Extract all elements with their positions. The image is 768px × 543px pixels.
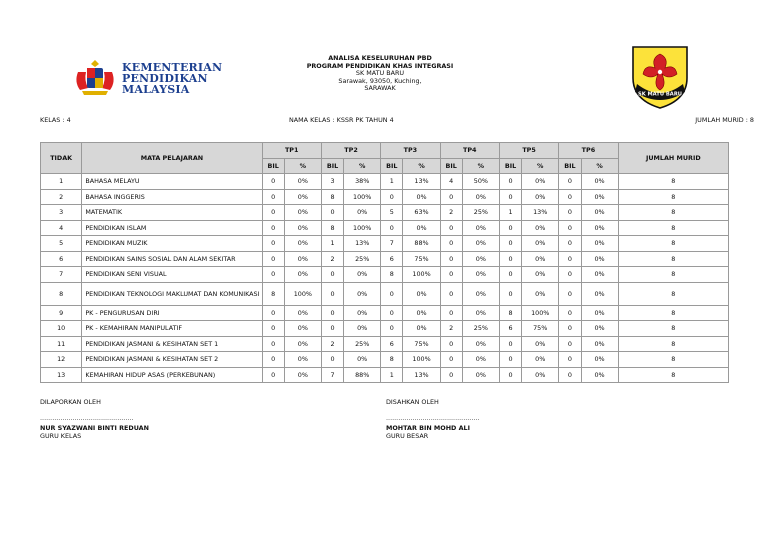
tp2-bil-cell: 0 (321, 321, 343, 337)
table-row (41, 367, 729, 383)
tp5-pct-cell: 0% (522, 189, 559, 205)
tp5-bil-cell: 0 (499, 220, 521, 236)
tp4-pct-cell: 0% (462, 189, 499, 205)
tp2-bil-cell: 2 (321, 251, 343, 267)
subject-name: PENDIDIKAN ISLAM (82, 220, 262, 236)
table-row (41, 220, 729, 236)
table-row (41, 251, 729, 267)
report-header (300, 55, 460, 93)
table-row (41, 174, 729, 190)
subject-name: BAHASA INGGERIS (82, 189, 262, 205)
tp6-pct-cell: 0% (581, 236, 618, 252)
tp4-bil-cell: 0 (440, 251, 462, 267)
school-address: Sarawak, 93050, Kuching, (338, 76, 422, 85)
tp6-bil-cell: 0 (559, 174, 581, 190)
tp6-bil-cell: 0 (559, 189, 581, 205)
tp3-bil-cell: 1 (381, 367, 403, 383)
subject-name: KEMAHIRAN HIDUP ASAS (PERKEBUNAN) (82, 367, 262, 383)
total-students-cell: 8 (618, 189, 728, 205)
tp3-pct-cell: 0% (403, 220, 440, 236)
tp3-pct-cell: 100% (403, 352, 440, 368)
tp2-bil-cell: 0 (321, 205, 343, 221)
reporter-name: NUR SYAZWANI BINTI REDUAN (40, 424, 149, 432)
tp2-bil-cell: 7 (321, 367, 343, 383)
tp6-pct-cell: 0% (581, 189, 618, 205)
sub-pct: % (403, 158, 440, 174)
tp4-pct-cell: 0% (462, 267, 499, 283)
tp5-pct-cell: 0% (522, 367, 559, 383)
tp5-pct-cell: 0% (522, 174, 559, 190)
tp5-pct-cell: 0% (522, 352, 559, 368)
tp5-bil-cell: 0 (499, 282, 521, 305)
tp6-pct-cell: 0% (581, 220, 618, 236)
school-state: SARAWAK (364, 84, 396, 93)
tp2-bil-cell: 3 (321, 174, 343, 190)
ministry-name (122, 62, 222, 95)
tp4-bil-cell: 0 (440, 236, 462, 252)
tp3-bil-cell: 0 (381, 305, 403, 321)
subject-name: PENDIDIKAN JASMANI & KESIHATAN SET 2 (82, 352, 262, 368)
subject-name: MATEMATIK (82, 205, 262, 221)
row-number: 12 (41, 352, 82, 368)
tp1-pct-cell: 0% (284, 220, 321, 236)
ministry-name-line1: KEMENTERIAN (122, 61, 223, 74)
tp3-bil-cell: 8 (381, 267, 403, 283)
tp1-bil-cell: 0 (262, 367, 284, 383)
school-crest-icon (629, 44, 691, 110)
sub-pct: % (581, 158, 618, 174)
row-number: 6 (41, 251, 82, 267)
tp5-bil-cell: 6 (499, 321, 521, 337)
tp3-bil-cell: 7 (381, 236, 403, 252)
tp5-bil-cell: 0 (499, 367, 521, 383)
sub-pct: % (344, 158, 381, 174)
tp6-pct-cell: 0% (581, 367, 618, 383)
crest-ribbon-text: SK MATU BARU (637, 91, 683, 98)
tp1-pct-cell: 0% (284, 236, 321, 252)
subject-name: PENDIDIKAN TEKNOLOGI MAKLUMAT DAN KOMUNIKASI (82, 282, 262, 305)
row-number: 11 (41, 336, 82, 352)
tp5-pct-cell: 100% (522, 305, 559, 321)
tp1-bil-cell: 0 (262, 305, 284, 321)
tp2-bil-cell: 2 (321, 336, 343, 352)
tp3-bil-cell: 0 (381, 282, 403, 305)
reporter-label: DILAPORKAN OLEH (40, 398, 101, 406)
tp6-bil-cell: 0 (559, 220, 581, 236)
table-row (41, 352, 729, 368)
tp6-bil-cell: 0 (559, 321, 581, 337)
tp6-pct-cell: 0% (581, 336, 618, 352)
total-students-cell: 8 (618, 174, 728, 190)
col-mata-pelajaran: MATA PELAJARAN (82, 143, 262, 174)
tp5-bil-cell: 1 (499, 205, 521, 221)
total-students-cell: 8 (618, 251, 728, 267)
sub-pct: % (284, 158, 321, 174)
tp1-pct-cell: 0% (284, 189, 321, 205)
tp6-pct-cell: 0% (581, 174, 618, 190)
tp1-pct-cell: 0% (284, 305, 321, 321)
tp5-pct-cell: 0% (522, 236, 559, 252)
tp2-pct-cell: 88% (344, 367, 381, 383)
col-tp4: TP4 (440, 143, 499, 159)
approver-role: GURU BESAR (386, 432, 429, 440)
row-number: 4 (41, 220, 82, 236)
col-tp3: TP3 (381, 143, 440, 159)
tp3-bil-cell: 0 (381, 321, 403, 337)
tp4-bil-cell: 0 (440, 367, 462, 383)
tp6-bil-cell: 0 (559, 336, 581, 352)
tp1-bil-cell: 0 (262, 189, 284, 205)
total-students-cell: 8 (618, 267, 728, 283)
total-students-cell: 8 (618, 321, 728, 337)
approver-name: MOHTAR BIN MOHD ALI (386, 424, 470, 432)
total-students-cell: 8 (618, 367, 728, 383)
tp1-pct-cell: 0% (284, 352, 321, 368)
tp6-bil-cell: 0 (559, 282, 581, 305)
table-row (41, 305, 729, 321)
tp5-pct-cell: 0% (522, 267, 559, 283)
table-row (41, 321, 729, 337)
tp1-bil-cell: 0 (262, 336, 284, 352)
tp2-bil-cell: 0 (321, 305, 343, 321)
tp2-bil-cell: 0 (321, 282, 343, 305)
subject-name: PK - PENGURUSAN DIRI (82, 305, 262, 321)
tp2-bil-cell: 1 (321, 236, 343, 252)
student-count-label: JUMLAH MURID : 8 (695, 116, 754, 124)
tp4-bil-cell: 0 (440, 282, 462, 305)
tp6-bil-cell: 0 (559, 367, 581, 383)
tp4-pct-cell: 0% (462, 220, 499, 236)
tp5-bil-cell: 8 (499, 305, 521, 321)
sub-bil: BIL (381, 158, 403, 174)
tp2-pct-cell: 25% (344, 336, 381, 352)
approver-signature-line: .............................................. (386, 414, 480, 422)
tp4-pct-cell: 0% (462, 236, 499, 252)
report-subtitle: PROGRAM PENDIDIKAN KHAS INTEGRASI (306, 61, 454, 70)
subject-name: PK - KEMAHIRAN MANIPULATIF (82, 321, 262, 337)
subject-name: BAHASA MELAYU (82, 174, 262, 190)
total-students-cell: 8 (618, 336, 728, 352)
tp4-bil-cell: 4 (440, 174, 462, 190)
ministry-crest-icon (72, 58, 118, 96)
total-students-cell: 8 (618, 352, 728, 368)
total-students-cell: 8 (618, 236, 728, 252)
tp1-pct-cell: 0% (284, 321, 321, 337)
sub-pct: % (462, 158, 499, 174)
tp2-bil-cell: 8 (321, 220, 343, 236)
tp3-pct-cell: 75% (403, 336, 440, 352)
approver-signature (386, 398, 479, 440)
reporter-signature-line: .............................................. (40, 414, 134, 422)
tp1-bil-cell: 0 (262, 352, 284, 368)
tp3-bil-cell: 0 (381, 220, 403, 236)
tp3-pct-cell: 63% (403, 205, 440, 221)
tp2-pct-cell: 0% (344, 267, 381, 283)
col-tidak: TIDAK (41, 143, 82, 174)
ministry-logo (72, 58, 223, 96)
tp5-bil-cell: 0 (499, 336, 521, 352)
tp6-bil-cell: 0 (559, 305, 581, 321)
row-number: 13 (41, 367, 82, 383)
tp5-pct-cell: 0% (522, 251, 559, 267)
tp6-pct-cell: 0% (581, 305, 618, 321)
table-row (41, 267, 729, 283)
school-crest (629, 44, 691, 110)
tp1-bil-cell: 0 (262, 205, 284, 221)
tp5-pct-cell: 0% (522, 220, 559, 236)
sub-bil: BIL (559, 158, 581, 174)
tp3-pct-cell: 0% (403, 305, 440, 321)
reporter-role: GURU KELAS (40, 432, 82, 440)
ministry-name-line3: MALAYSIA (122, 83, 190, 96)
report-title: ANALISA KESELURUHAN PBD (328, 54, 432, 62)
table-body (41, 174, 729, 383)
tp3-pct-cell: 0% (403, 282, 440, 305)
sub-bil: BIL (262, 158, 284, 174)
school-name: SK MATU BARU (355, 69, 405, 78)
table-header-row (41, 143, 729, 159)
tp3-bil-cell: 0 (381, 189, 403, 205)
tp2-pct-cell: 0% (344, 282, 381, 305)
tp5-pct-cell: 75% (522, 321, 559, 337)
tp2-pct-cell: 100% (344, 220, 381, 236)
tp4-pct-cell: 0% (462, 251, 499, 267)
tp5-pct-cell: 0% (522, 282, 559, 305)
row-number: 5 (41, 236, 82, 252)
tp2-pct-cell: 0% (344, 321, 381, 337)
tp3-pct-cell: 75% (403, 251, 440, 267)
subject-name: PENDIDIKAN SENI VISUAL (82, 267, 262, 283)
tp1-pct-cell: 100% (284, 282, 321, 305)
tp2-pct-cell: 0% (344, 305, 381, 321)
row-number: 10 (41, 321, 82, 337)
col-jumlah-murid: JUMLAH MURID (618, 143, 728, 174)
sub-bil: BIL (321, 158, 343, 174)
tp4-pct-cell: 0% (462, 352, 499, 368)
total-students-cell: 8 (618, 205, 728, 221)
col-tp5: TP5 (499, 143, 558, 159)
tp4-pct-cell: 25% (462, 205, 499, 221)
sub-pct: % (522, 158, 559, 174)
tp4-pct-cell: 50% (462, 174, 499, 190)
tp6-pct-cell: 0% (581, 267, 618, 283)
tp2-pct-cell: 0% (344, 352, 381, 368)
tp4-pct-cell: 0% (462, 336, 499, 352)
tp1-bil-cell: 0 (262, 220, 284, 236)
tp1-bil-cell: 0 (262, 236, 284, 252)
class-label: KELAS : 4 (40, 116, 71, 124)
tp2-pct-cell: 100% (344, 189, 381, 205)
col-tp6: TP6 (559, 143, 618, 159)
tp3-bil-cell: 8 (381, 352, 403, 368)
tp5-pct-cell: 0% (522, 336, 559, 352)
ministry-name-line2: PENDIDIKAN (122, 72, 208, 85)
tp4-bil-cell: 2 (440, 205, 462, 221)
tp3-pct-cell: 13% (403, 174, 440, 190)
tp6-pct-cell: 0% (581, 352, 618, 368)
total-students-cell: 8 (618, 282, 728, 305)
subject-name: PENDIDIKAN MUZIK (82, 236, 262, 252)
tp2-pct-cell: 13% (344, 236, 381, 252)
col-tp1: TP1 (262, 143, 321, 159)
tp6-bil-cell: 0 (559, 205, 581, 221)
tp2-pct-cell: 38% (344, 174, 381, 190)
row-number: 2 (41, 189, 82, 205)
tp3-pct-cell: 88% (403, 236, 440, 252)
tp1-bil-cell: 0 (262, 267, 284, 283)
tp2-bil-cell: 0 (321, 352, 343, 368)
tp5-bil-cell: 0 (499, 251, 521, 267)
approver-label: DISAHKAN OLEH (386, 398, 439, 406)
tp1-pct-cell: 0% (284, 367, 321, 383)
tp1-pct-cell: 0% (284, 251, 321, 267)
subject-name: PENDIDIKAN SAINS SOSIAL DAN ALAM SEKITAR (82, 251, 262, 267)
tp1-bil-cell: 0 (262, 321, 284, 337)
tp6-bil-cell: 0 (559, 251, 581, 267)
tp1-bil-cell: 0 (262, 251, 284, 267)
results-table (40, 142, 729, 383)
tp3-bil-cell: 6 (381, 251, 403, 267)
tp4-pct-cell: 25% (462, 321, 499, 337)
tp1-pct-cell: 0% (284, 205, 321, 221)
tp3-pct-cell: 0% (403, 321, 440, 337)
tp6-pct-cell: 0% (581, 282, 618, 305)
tp6-bil-cell: 0 (559, 236, 581, 252)
tp4-bil-cell: 0 (440, 220, 462, 236)
tp1-bil-cell: 8 (262, 282, 284, 305)
tp2-pct-cell: 0% (344, 205, 381, 221)
tp4-bil-cell: 0 (440, 305, 462, 321)
tp6-bil-cell: 0 (559, 267, 581, 283)
tp2-pct-cell: 25% (344, 251, 381, 267)
tp6-pct-cell: 0% (581, 251, 618, 267)
row-number: 9 (41, 305, 82, 321)
tp3-bil-cell: 6 (381, 336, 403, 352)
table-row (41, 336, 729, 352)
tp3-pct-cell: 100% (403, 267, 440, 283)
tp5-bil-cell: 0 (499, 189, 521, 205)
tp5-pct-cell: 13% (522, 205, 559, 221)
row-number: 8 (41, 282, 82, 305)
tp4-bil-cell: 0 (440, 267, 462, 283)
table-row (41, 205, 729, 221)
subject-name: PENDIDIKAN JASMANI & KESIHATAN SET 1 (82, 336, 262, 352)
tp1-pct-cell: 0% (284, 174, 321, 190)
tp5-bil-cell: 0 (499, 174, 521, 190)
tp5-bil-cell: 0 (499, 267, 521, 283)
tp6-pct-cell: 0% (581, 321, 618, 337)
tp6-pct-cell: 0% (581, 205, 618, 221)
tp2-bil-cell: 8 (321, 189, 343, 205)
tp4-bil-cell: 0 (440, 336, 462, 352)
tp1-bil-cell: 0 (262, 174, 284, 190)
tp5-bil-cell: 0 (499, 236, 521, 252)
row-number: 1 (41, 174, 82, 190)
tp4-pct-cell: 0% (462, 282, 499, 305)
class-name-label: NAMA KELAS : KSSR PK TAHUN 4 (289, 116, 394, 124)
row-number: 3 (41, 205, 82, 221)
tp3-bil-cell: 1 (381, 174, 403, 190)
table-row (41, 282, 729, 305)
tp4-pct-cell: 0% (462, 305, 499, 321)
tp5-bil-cell: 0 (499, 352, 521, 368)
tp4-pct-cell: 0% (462, 367, 499, 383)
tp1-pct-cell: 0% (284, 336, 321, 352)
reporter-signature (40, 398, 149, 440)
total-students-cell: 8 (618, 305, 728, 321)
tp2-bil-cell: 0 (321, 267, 343, 283)
row-number: 7 (41, 267, 82, 283)
tp4-bil-cell: 2 (440, 321, 462, 337)
total-students-cell: 8 (618, 220, 728, 236)
tp4-bil-cell: 0 (440, 352, 462, 368)
table-row (41, 236, 729, 252)
tp6-bil-cell: 0 (559, 352, 581, 368)
tp3-pct-cell: 13% (403, 367, 440, 383)
table-row (41, 189, 729, 205)
col-tp2: TP2 (321, 143, 380, 159)
tp3-pct-cell: 0% (403, 189, 440, 205)
sub-bil: BIL (499, 158, 521, 174)
sub-bil: BIL (440, 158, 462, 174)
tp1-pct-cell: 0% (284, 267, 321, 283)
tp3-bil-cell: 5 (381, 205, 403, 221)
tp4-bil-cell: 0 (440, 189, 462, 205)
